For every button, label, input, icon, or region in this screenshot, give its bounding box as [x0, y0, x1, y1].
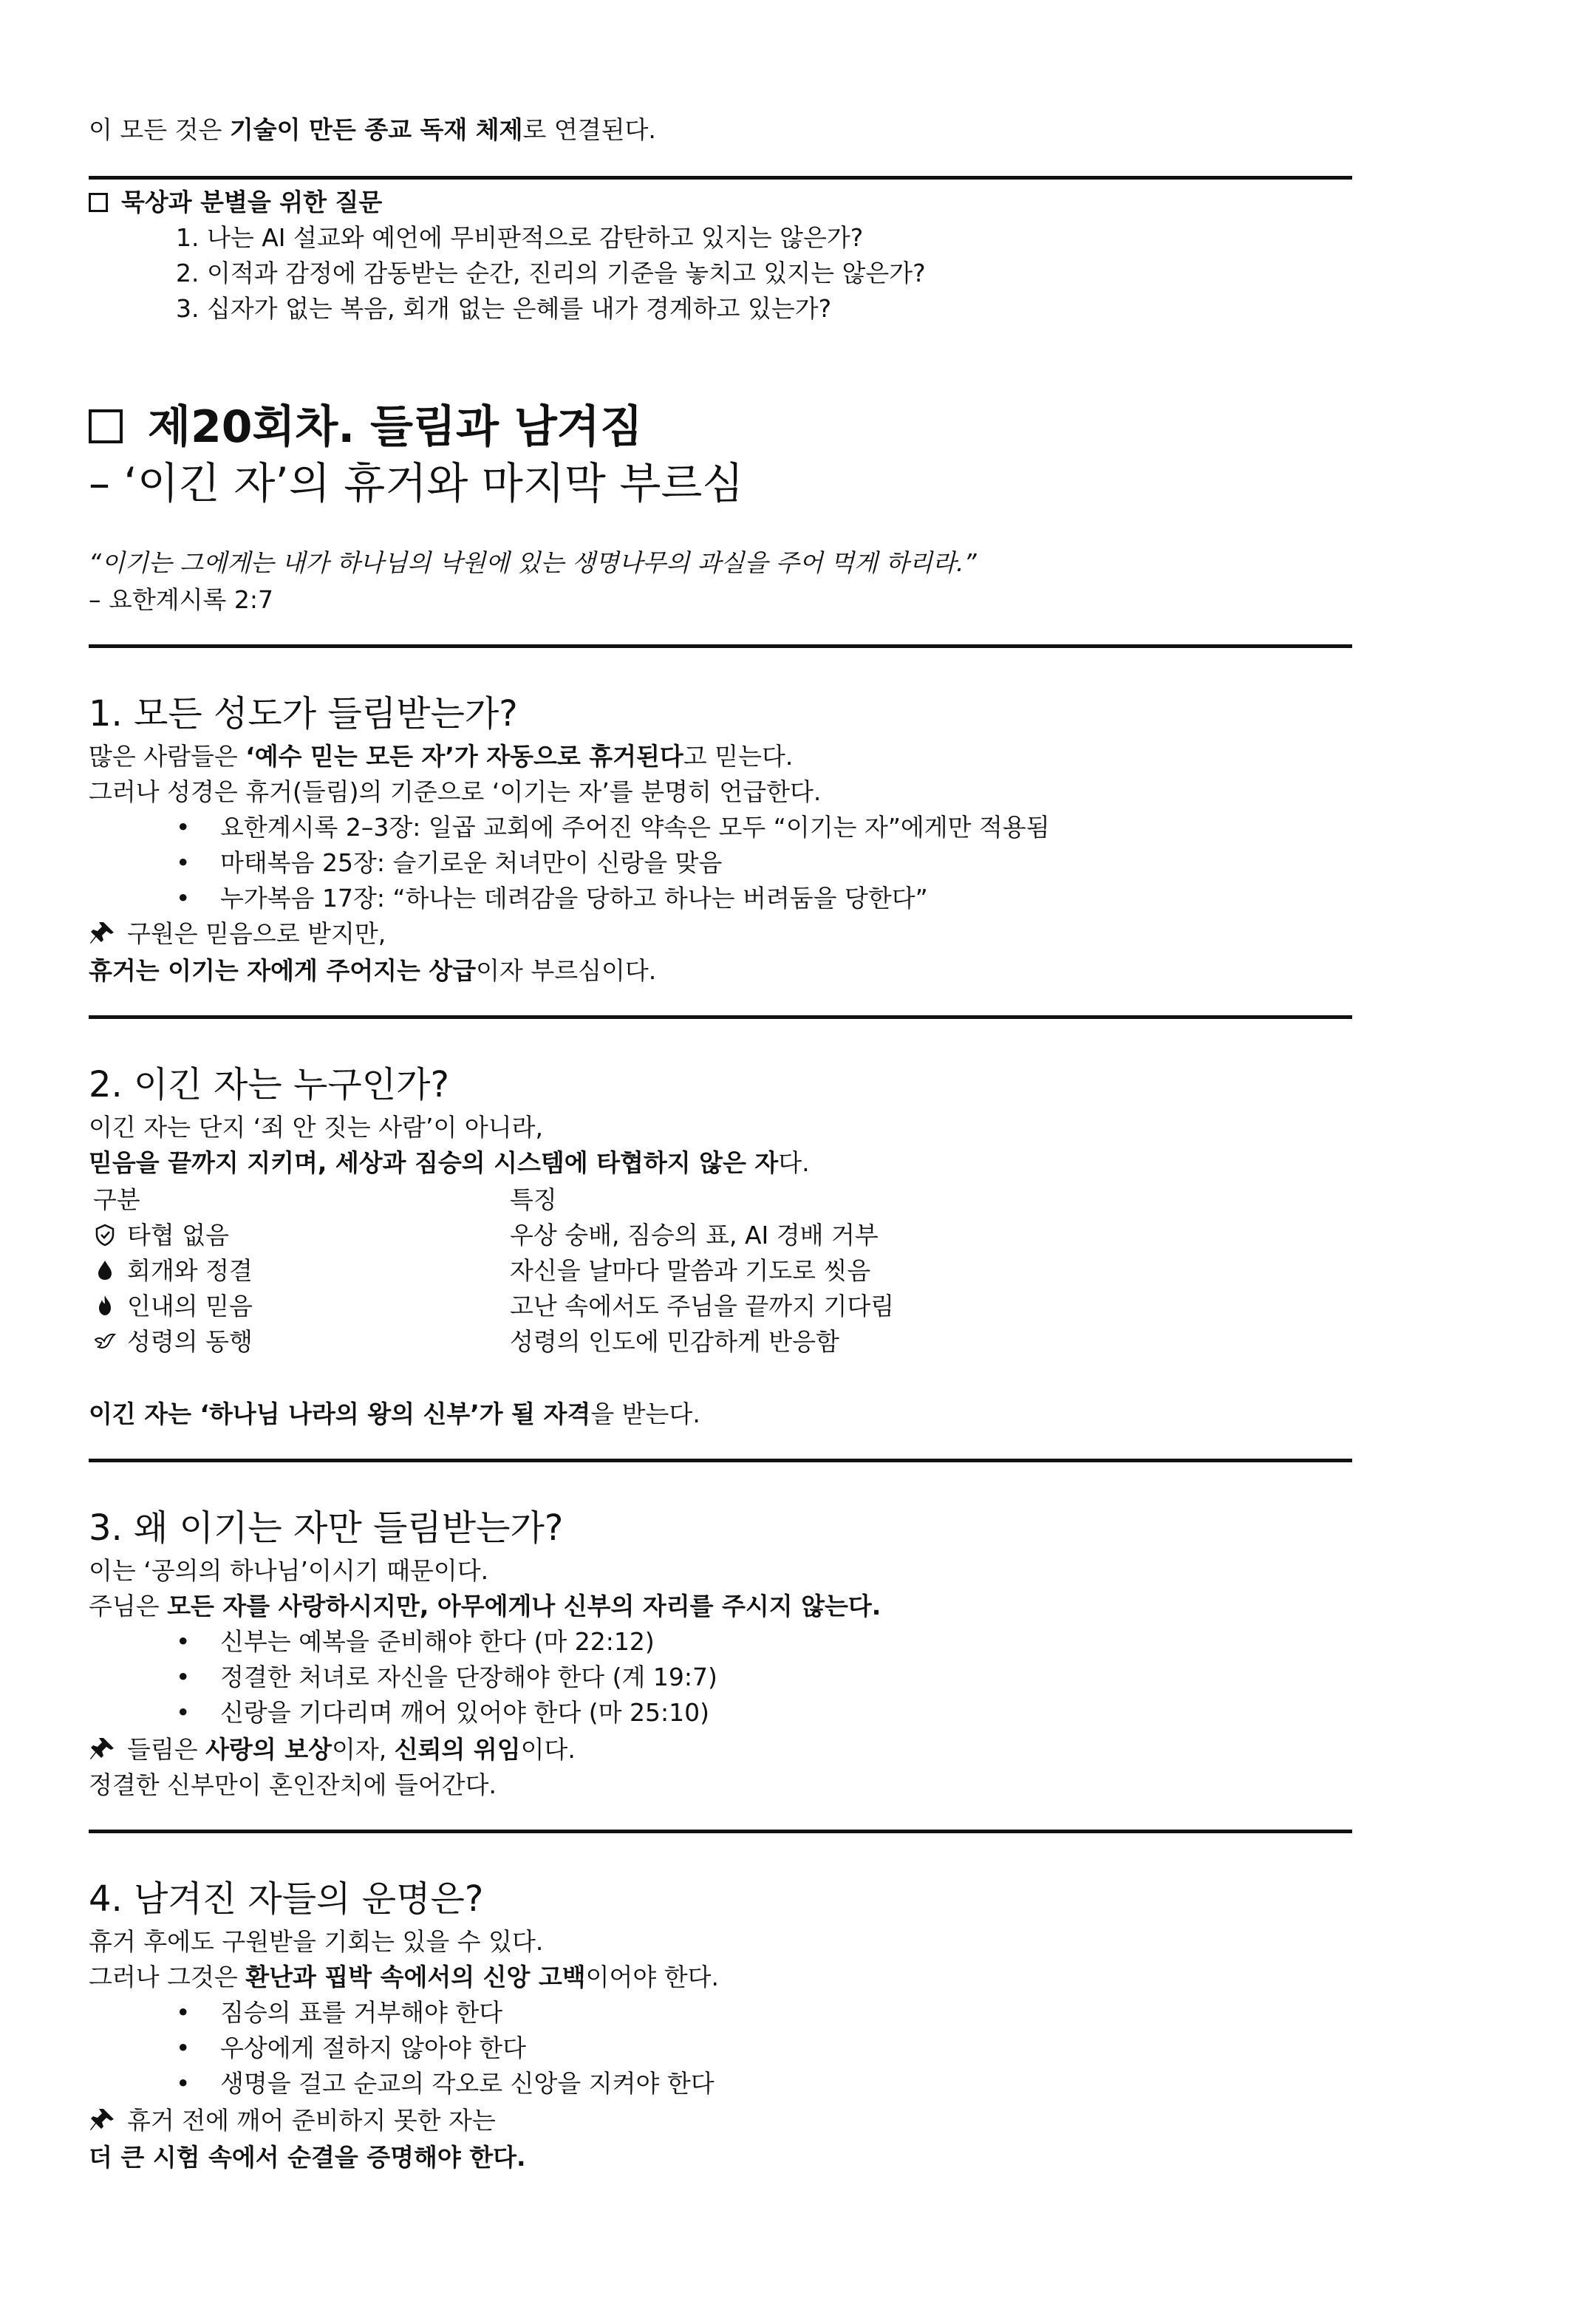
paragraph-line: 이긴 자는 ‘하나님 나라의 왕의 신부’가 될 자격을 받는다. [89, 1400, 700, 1428]
list-item: • 마태복음 25장: 슬기로운 처녀만이 신랑을 맞음 [220, 845, 1050, 881]
episode-title: 제20회차. 들림과 남겨짐 [89, 398, 643, 457]
paragraph-line: 정결한 신부만이 혼인잔치에 들어간다. [89, 1770, 497, 1799]
bullet-list [220, 1624, 717, 1731]
list-item: • 신랑을 기다리며 깨어 있어야 한다 (마 25:10) [220, 1695, 717, 1731]
scripture-reference: – 요한계시록 2:7 [89, 585, 273, 614]
divider [89, 1015, 1352, 1019]
meditation-title: 묵상과 분별을 위한 질문 [89, 185, 382, 220]
pushpin-icon [89, 921, 117, 946]
pushpin-icon [89, 1736, 117, 1762]
paragraph-line: 휴거는 이기는 자에게 주어지는 상급이자 부르심이다. [89, 956, 657, 985]
paragraph-line: 주님은 모든 자를 사랑하시지만, 아무에게나 신부의 자리를 주시지 않는다. [89, 1592, 881, 1620]
list-item: • 짐승의 표를 거부해야 한다 [220, 1995, 715, 2031]
list-item: • 생명을 걸고 순교의 각오로 신앙을 지켜야 한다 [220, 2066, 715, 2101]
list-item: • 신부는 예복을 준비해야 한다 (마 22:12) [220, 1624, 717, 1660]
dove-icon [93, 1329, 117, 1353]
divider [89, 1830, 1352, 1833]
shield-icon [93, 1223, 117, 1247]
episode-subtitle: – ‘이긴 자’의 휴거와 마지막 부르심 [89, 458, 744, 508]
drop-icon [93, 1258, 117, 1282]
pin-note: 들림은 사랑의 보상이자, 신뢰의 위임이다. [89, 1732, 576, 1767]
divider [89, 1459, 1352, 1462]
table-row: 인내의 믿음 고난 속에서도 주님을 끝까지 기다림 [93, 1289, 1349, 1324]
list-item: • 요한계시록 2–3장: 일곱 교회에 주어진 약속은 모두 “이기는 자”에게만 적용됨 [220, 810, 1050, 845]
list-item: • 정결한 처녀로 자신을 단장해야 한다 (계 19:7) [220, 1660, 717, 1695]
table-header: 구분 특징 [93, 1185, 557, 1214]
table-row: 타협 없음 우상 숭배, 짐승의 표, AI 경배 거부 [93, 1218, 1349, 1253]
list-item: 1. 나는 AI 설교와 예언에 무비판적으로 감탄하고 있지는 않은가? [176, 223, 864, 252]
list-item: 2. 이적과 감정에 감동받는 순간, 진리의 기준을 놓치고 있지는 않은가? [176, 259, 926, 287]
pushpin-icon [89, 2107, 117, 2133]
bullet-list [220, 1995, 715, 2101]
meditation-list [176, 220, 926, 327]
section-heading: 4. 남겨진 자들의 운명은? [89, 1878, 484, 1920]
pin-note: 휴거 전에 깨어 준비하지 못한 자는 [89, 2103, 496, 2138]
section-heading: 3. 왜 이기는 자만 들림받는가? [89, 1507, 564, 1549]
section-heading: 2. 이긴 자는 누구인가? [89, 1064, 449, 1105]
list-item: • 누가복음 17장: “하나는 데려감을 당하고 하나는 버려둠을 당한다” [220, 881, 1050, 916]
checkbox-square-icon [89, 409, 123, 443]
flame-icon [93, 1294, 117, 1317]
bullet-list [220, 810, 1050, 916]
table-row: 회개와 정결 자신을 날마다 말씀과 기도로 씻음 [93, 1253, 1349, 1289]
paragraph-line: 그러나 그것은 환난과 핍박 속에서의 신앙 고백이어야 한다. [89, 1963, 719, 1991]
paragraph-line: 많은 사람들은 ‘예수 믿는 모든 자’가 자동으로 휴거된다고 믿는다. [89, 742, 794, 771]
intro-line: 이 모든 것은 기술이 만든 종교 독재 체제로 연결된다. [89, 115, 656, 144]
pin-note: 구원은 믿음으로 받지만, [89, 916, 386, 952]
paragraph-line: 그러나 성경은 휴거(들림)의 기준으로 ‘이기는 자’를 분명히 언급한다. [89, 777, 822, 806]
scripture-quote: “이기는 그에게는 내가 하나님의 낙원에 있는 생명나무의 과실을 주어 먹게 하리라.” [89, 548, 977, 577]
paragraph-line: 믿음을 끝까지 지키며, 세상과 짐승의 시스템에 타협하지 않은 자다. [89, 1148, 810, 1177]
paragraph-line: 휴거 후에도 구원받을 기회는 있을 수 있다. [89, 1927, 544, 1956]
divider [89, 644, 1352, 648]
table-row: 성령의 동행 성령의 인도에 민감하게 반응함 [93, 1324, 1349, 1360]
list-item: 3. 십자가 없는 복음, 회개 없는 은혜를 내가 경계하고 있는가? [176, 294, 832, 323]
list-item: • 우상에게 절하지 않아야 한다 [220, 2031, 715, 2066]
checkbox-square-icon [89, 193, 108, 212]
paragraph-line: 이는 ‘공의의 하나님’이시기 때문이다. [89, 1556, 489, 1585]
section-heading: 1. 모든 성도가 들림받는가? [89, 693, 518, 734]
paragraph-line: 이긴 자는 단지 ‘죄 안 짓는 사람’이 아니라, [89, 1113, 543, 1142]
paragraph-line: 더 큰 시험 속에서 순결을 증명해야 한다. [89, 2143, 526, 2172]
divider [89, 176, 1352, 180]
